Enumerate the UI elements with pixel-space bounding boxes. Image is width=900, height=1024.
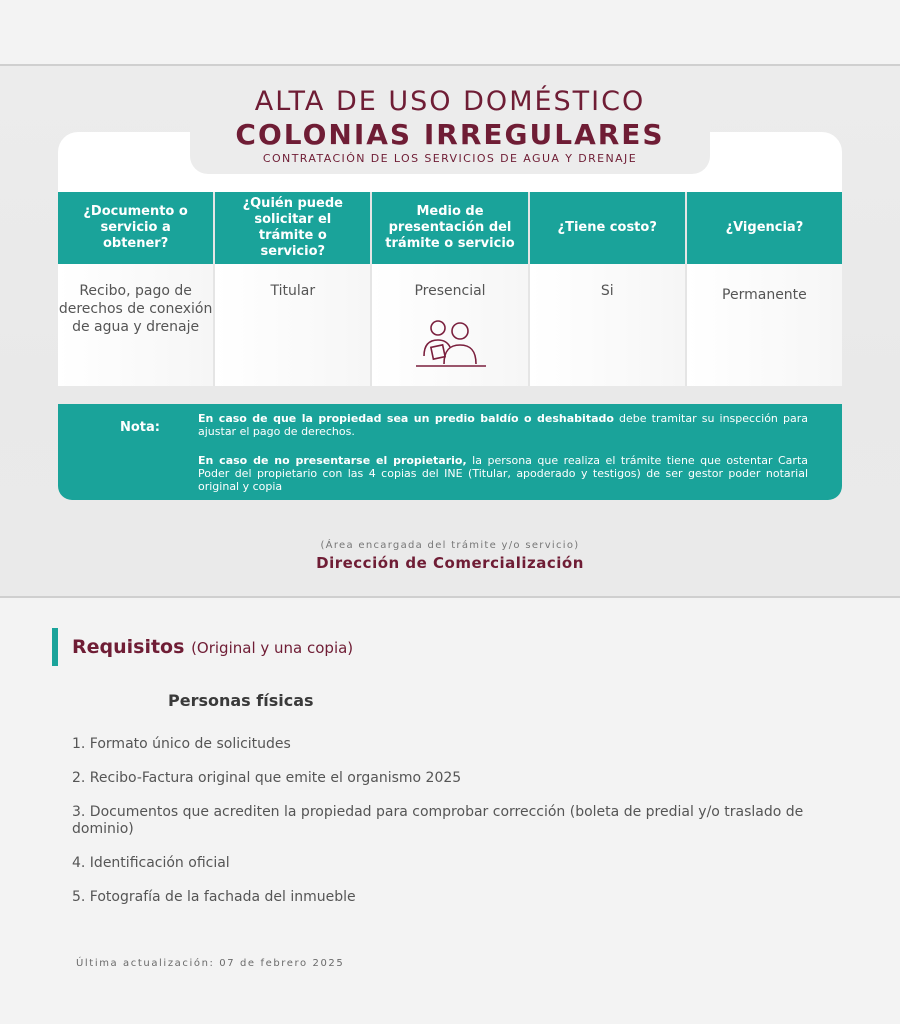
table-cell: Permanente (687, 264, 842, 386)
personas-fisicas-heading: Personas físicas (168, 691, 314, 710)
section-accent-bar (52, 628, 58, 666)
table-cell-medio (372, 264, 527, 386)
table-cell: Si (530, 264, 685, 386)
area-label: (Área encargada del trámite y/o servicio) (320, 540, 580, 551)
page-title-line2: COLONIAS IRREGULARES (235, 118, 665, 151)
table-cell: Titular (215, 264, 370, 386)
table-header: ¿Documento o servicio a obtener? (58, 192, 213, 264)
table-header: ¿Tiene costo? (530, 192, 685, 264)
nota-p2-bold: En caso de no presentarse el propietario, (198, 454, 467, 467)
requisitos-list (72, 736, 842, 923)
table-column-medio (372, 192, 527, 386)
nota-paragraph-2 (198, 454, 808, 493)
list-item: 3. Documentos que acrediten la propiedad para comprobar corrección (boleta de predial y/o traslado de dominio) (72, 804, 804, 837)
table-header: ¿Vigencia? (687, 192, 842, 264)
people-desk-icon (414, 316, 488, 372)
area-name: Dirección de Comercialización (316, 554, 584, 572)
last-updated: Última actualización: 07 de febrero 2025 (76, 958, 345, 969)
nota-p1-bold: En caso de que la propiedad sea un predio baldío o deshabitado (198, 412, 614, 425)
requisitos-subtitle: (Original y una copia) (191, 639, 354, 657)
nota-p1-text: debe tramitar su inspección para ajustar el pago de derechos. (198, 412, 808, 438)
requisitos-title: Requisitos (72, 636, 185, 658)
list-item: 4. Identificación oficial (72, 855, 230, 871)
list-item: 1. Formato único de solicitudes (72, 736, 291, 752)
nota-label: Nota: (120, 420, 160, 435)
page-subtitle: CONTRATACIÓN DE LOS SERVICIOS DE AGUA Y DRENAJE (262, 152, 638, 165)
table-column-quien (215, 192, 370, 386)
page-title-line1: ALTA DE USO DOMÉSTICO (254, 86, 646, 117)
table-column-costo (530, 192, 685, 386)
list-item: 5. Fotografía de la fachada del inmueble (72, 889, 356, 905)
table-header: Medio de presentación del trámite o servicio (372, 192, 527, 264)
nota-paragraph-1 (198, 412, 808, 438)
table-header: ¿Quién puede solicitar el trámite o servicio? (215, 192, 370, 264)
table-column-documento (58, 192, 213, 386)
info-table (58, 192, 842, 386)
nota-box (58, 404, 842, 500)
table-cell-text: Presencial (414, 283, 486, 299)
table-column-vigencia (687, 192, 842, 386)
table-cell: Recibo, pago de derechos de conexión de agua y drenaje (58, 264, 213, 386)
list-item: 2. Recibo-Factura original que emite el organismo 2025 (72, 770, 462, 786)
requisitos-heading (72, 636, 353, 658)
nota-p2-text: la persona que realiza el trámite tiene que ostentar Carta Poder del propietario con las 4 copias del INE (Titular, apoderado y testigos) de ser gestor poder notarial original y copia (198, 454, 808, 493)
